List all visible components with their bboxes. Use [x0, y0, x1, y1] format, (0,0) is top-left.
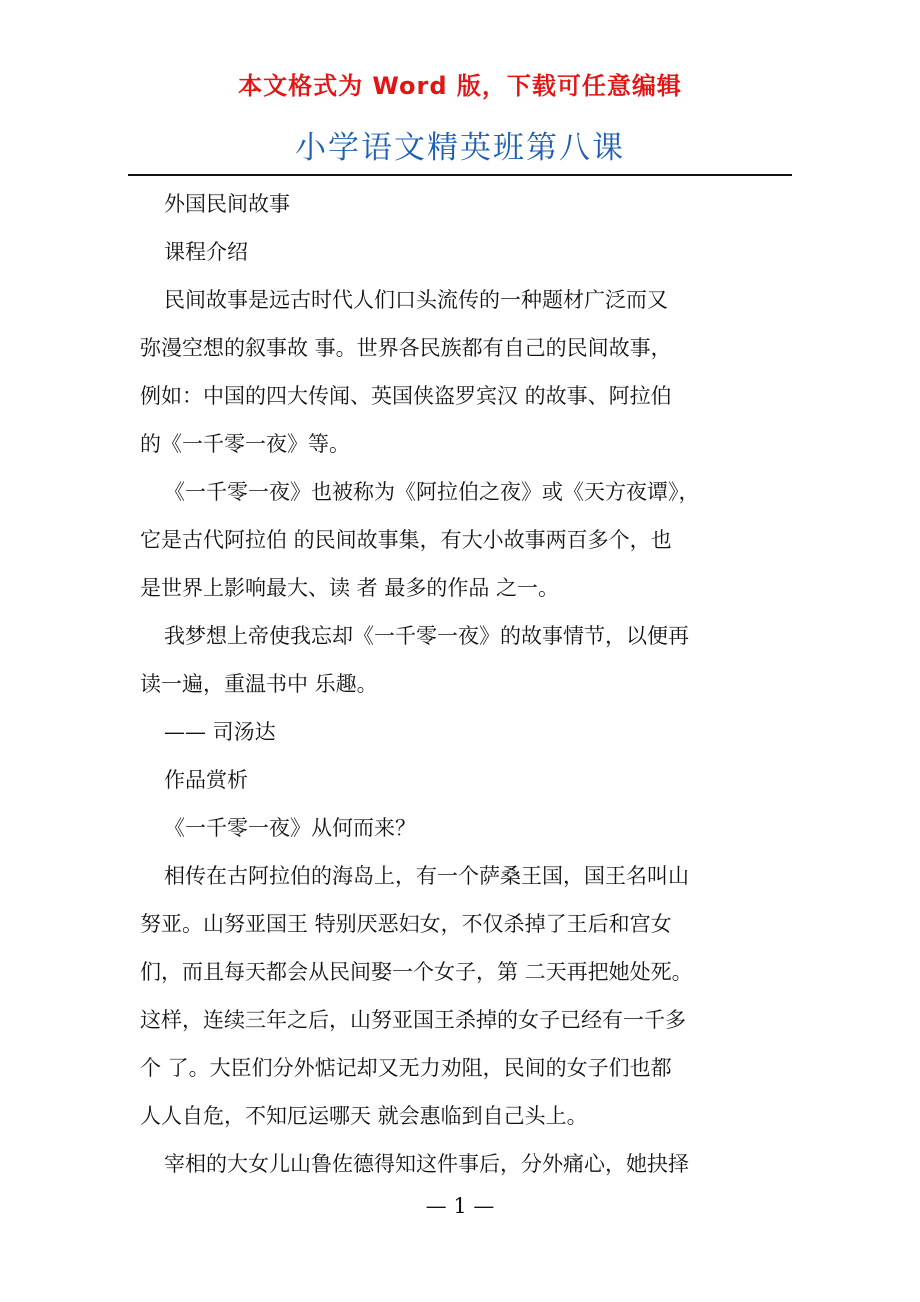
page-title: 小学语文精英班第八课: [295, 130, 625, 166]
text-line: 民间故事是远古时代人们口头流传的一种题材广泛而又: [164, 288, 668, 312]
text-line: 读一遍，重温书中 乐趣。: [140, 672, 378, 696]
text-line: 人人自危，不知厄运哪天 就会惠临到自己头上。: [140, 1104, 588, 1128]
text-line: 作品赏析: [164, 768, 248, 792]
text-line: 我梦想上帝使我忘却《一千零一夜》的故事情节，以便再: [164, 624, 689, 648]
text-line: 个 了。大臣们分外惦记却又无力劝阻，民间的女子们也都: [140, 1056, 672, 1080]
text-line: 是世界上影响最大、读 者 最多的作品 之一。: [140, 576, 560, 600]
text-line: 努亚。山努亚国王 特别厌恶妇女，不仅杀掉了王后和宫女: [140, 912, 672, 936]
document-body: [140, 180, 790, 1188]
text-line: 例如：中国的四大传闻、英国侠盗罗宾汉 的故事、阿拉伯: [140, 384, 672, 408]
text-line: 的《一千零一夜》等。: [140, 432, 350, 456]
text-line: 外国民间故事: [164, 192, 290, 216]
header-rule: [128, 174, 792, 176]
text-line: 们，而且每天都会从民间娶一个女子，第 二天再把她处死。: [140, 960, 693, 984]
page-number: — 1 —: [425, 1194, 495, 1218]
text-line: 宰相的大女儿山鲁佐德得知这件事后，分外痛心，她抉择: [164, 1152, 689, 1176]
text-line: 相传在古阿拉伯的海岛上，有一个萨桑王国，国王名叫山: [164, 864, 689, 888]
text-line: —— 司汤达: [164, 720, 276, 744]
text-line: 《一千零一夜》从何而来？: [164, 816, 416, 840]
text-line: 课程介绍: [164, 240, 248, 264]
format-notice: 本文格式为 Word 版，下载可任意编辑: [238, 72, 682, 100]
text-line: 《一千零一夜》也被称为《阿拉伯之夜》或《天方夜谭》，: [164, 480, 700, 504]
text-line: 它是古代阿拉伯 的民间故事集，有大小故事两百多个，也: [140, 528, 672, 552]
text-line: 这样，连续三年之后，山努亚国王杀掉的女子已经有一千多: [140, 1008, 686, 1032]
text-line: 弥漫空想的叙事故 事。世界各民族都有自己的民间故事，: [140, 336, 672, 360]
